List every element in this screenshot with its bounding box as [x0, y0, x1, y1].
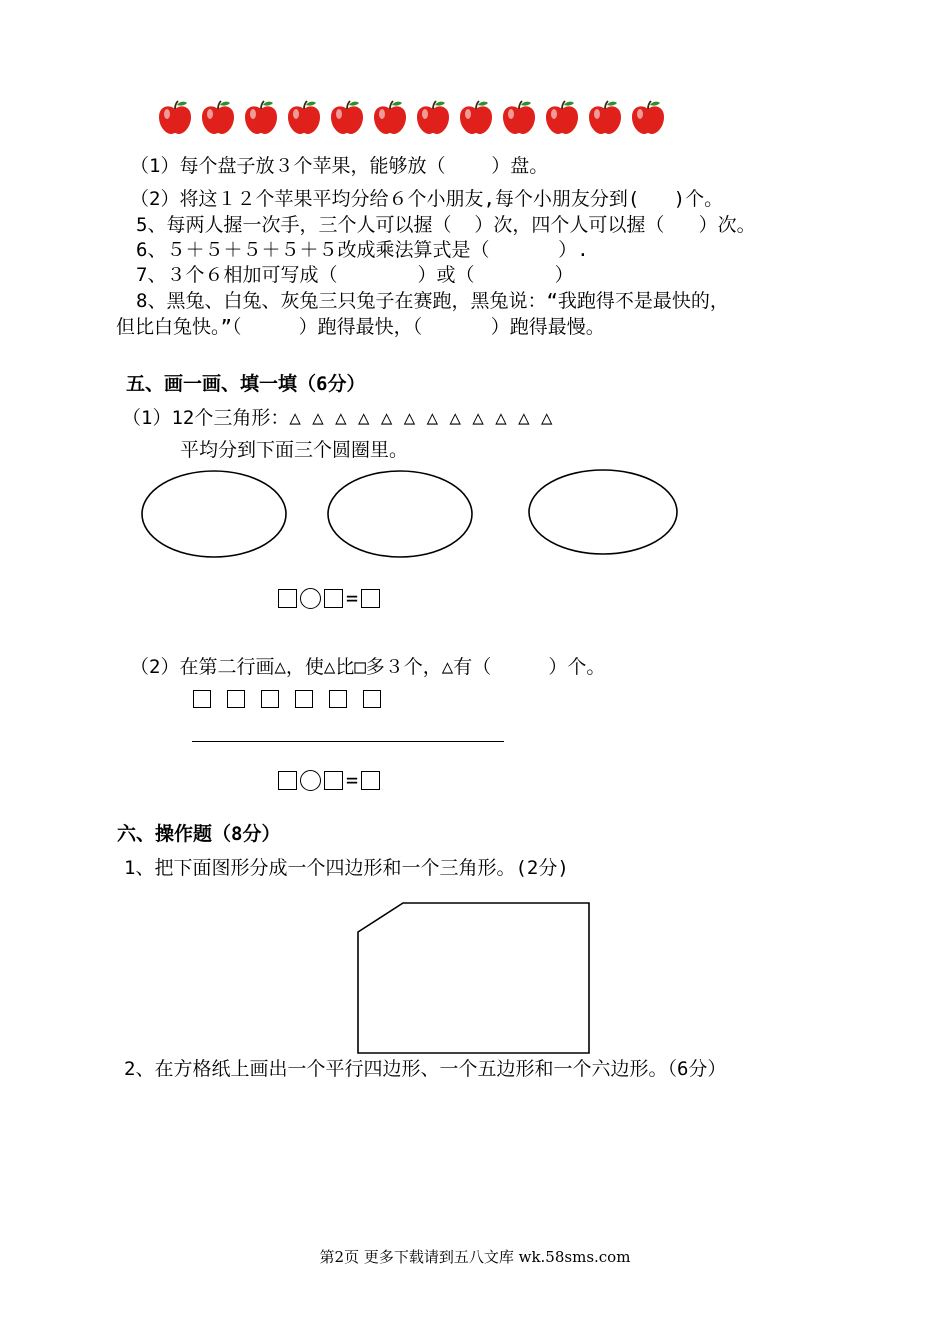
section5-title: 五、画一画、填一填（6分）: [126, 373, 366, 395]
square-shape: [329, 690, 347, 708]
circle-2[interactable]: [328, 471, 472, 557]
answer-box[interactable]: [361, 589, 380, 608]
circle-3[interactable]: [529, 470, 677, 554]
answer-box[interactable]: [324, 589, 343, 608]
section6-title: 六、操作题（8分）: [117, 823, 281, 845]
drawing-line[interactable]: [192, 741, 504, 742]
q8-line1: 8、黑兔、白兔、灰兔三只兔子在赛跑，黑兔说：“我跑得不是最快的，: [136, 290, 729, 312]
square-shape: [193, 690, 211, 708]
answer-box[interactable]: [278, 589, 297, 608]
answer-box[interactable]: [324, 771, 343, 790]
section6-q2: 2、在方格纸上画出一个平行四边形、一个五边形和一个六边形。（6分）: [124, 1058, 727, 1080]
square-shape: [227, 690, 245, 708]
q7-text: 7、３个６相加可写成（ ）或（ ）: [136, 264, 574, 286]
q6-text: 6、５＋５＋５＋５＋５改成乘法算式是（ ）.: [136, 239, 589, 261]
page-footer: 第2页 更多下载请到五八文库 wk.58sms.com: [319, 1248, 631, 1266]
equals-sign: =: [346, 586, 359, 610]
square-shape: [363, 690, 381, 708]
section5-p1-line2: 平均分到下面三个圆圈里。: [180, 439, 409, 461]
q5-text: 5、每两人握一次手，三个人可以握（ ）次，四个人可以握（ ）次。: [136, 214, 756, 236]
q8-line2: 但比白兔快。”（ ）跑得最快，（ ）跑得最慢。: [116, 316, 605, 338]
equation-2: [278, 768, 380, 792]
q4-sub1: （1）每个盘子放３个苹果，能够放（ ）盘。: [130, 155, 549, 177]
answer-box[interactable]: [361, 771, 380, 790]
equation-1: [278, 586, 380, 610]
square-row: [193, 690, 381, 708]
section6-q1: 1、把下面图形分成一个四边形和一个三角形。(2分): [124, 857, 569, 879]
circle-1[interactable]: [142, 471, 286, 557]
equals-sign: =: [346, 768, 359, 792]
section5-p2-line1: （2）在第二行画△，使△比□多３个，△有（ ）个。: [130, 656, 606, 678]
answer-box[interactable]: [278, 771, 297, 790]
square-shape: [295, 690, 313, 708]
pentagon-figure[interactable]: [358, 903, 589, 1053]
section5-p1-line1: （1）12个三角形：△ △ △ △ △ △ △ △ △ △ △ △: [122, 407, 553, 429]
operator-circle[interactable]: [300, 770, 321, 791]
q4-sub2: （2）将这１２个苹果平均分给６个小朋友,每个小朋友分到( )个。: [130, 188, 724, 210]
square-shape: [261, 690, 279, 708]
operator-circle[interactable]: [300, 588, 321, 609]
